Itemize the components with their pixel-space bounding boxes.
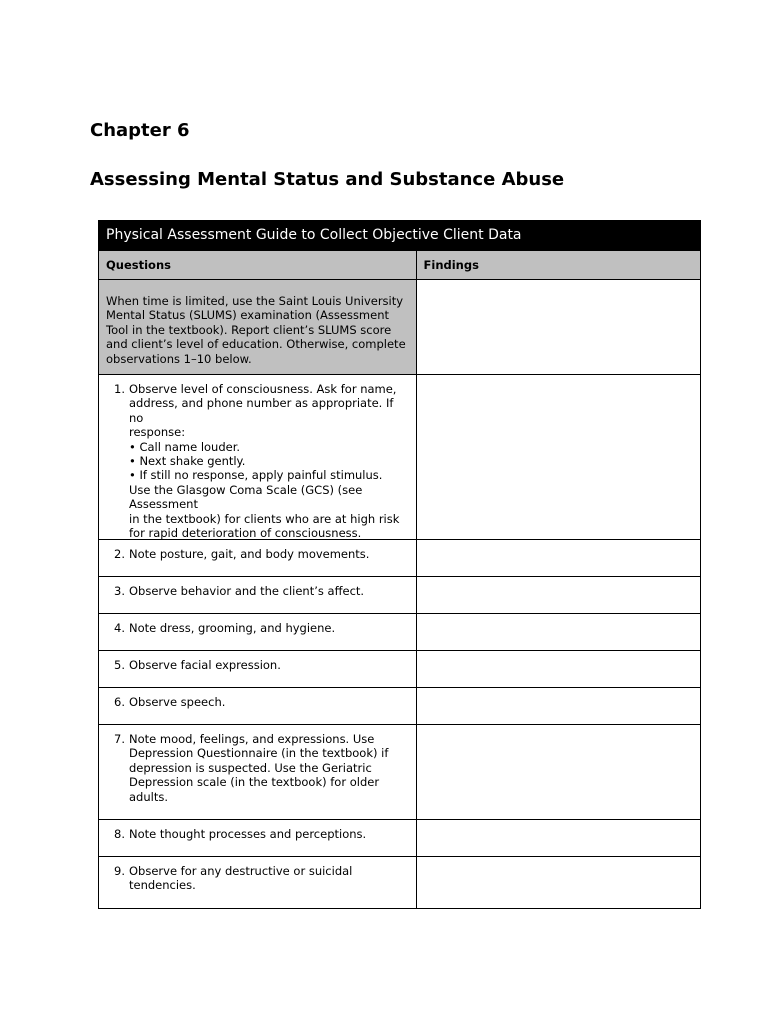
question-line: Use the Glasgow Coma Scale (GCS) (see bbox=[129, 482, 363, 497]
findings-cell[interactable] bbox=[416, 651, 700, 688]
question-line: Observe for any destructive or suicidal bbox=[129, 864, 353, 878]
table-row bbox=[99, 688, 701, 725]
question-item bbox=[99, 827, 409, 849]
table-title-row bbox=[99, 221, 701, 251]
question-line: Observe facial expression. bbox=[129, 658, 281, 672]
question-number: 1. bbox=[114, 382, 125, 396]
question-text bbox=[129, 732, 409, 812]
question-cell bbox=[99, 651, 417, 688]
question-item bbox=[99, 864, 409, 901]
table-row bbox=[99, 857, 701, 909]
question-number: 4. bbox=[114, 621, 125, 635]
table-row bbox=[99, 725, 701, 820]
question-text bbox=[129, 382, 409, 541]
question-text bbox=[129, 621, 409, 643]
question-text bbox=[129, 827, 409, 849]
question-item bbox=[99, 695, 409, 717]
intro-row bbox=[99, 280, 701, 375]
question-text bbox=[129, 695, 409, 717]
questions-column-header: Questions bbox=[99, 251, 417, 280]
findings-cell[interactable] bbox=[416, 577, 700, 614]
question-line: in the textbook) for clients who are at high risk bbox=[129, 511, 400, 526]
question-cell bbox=[99, 577, 417, 614]
findings-cell[interactable] bbox=[416, 857, 700, 909]
question-line: Observe speech. bbox=[129, 695, 226, 709]
question-number: 9. bbox=[114, 864, 125, 878]
question-line: for rapid deterioration of consciousness. bbox=[129, 526, 362, 541]
question-line: Assessment bbox=[129, 497, 198, 512]
question-cell bbox=[99, 820, 417, 857]
question-line: depression is suspected. Use the Geriatric bbox=[129, 760, 372, 775]
table-row bbox=[99, 820, 701, 857]
question-item bbox=[99, 658, 409, 680]
question-cell bbox=[99, 614, 417, 651]
question-line: Observe behavior and the client’s affect. bbox=[129, 584, 365, 598]
question-line: Note posture, gait, and body movements. bbox=[129, 547, 370, 561]
findings-cell[interactable] bbox=[416, 540, 700, 577]
assessment-guide-table bbox=[98, 220, 701, 909]
question-line: response: bbox=[129, 425, 186, 440]
question-text bbox=[129, 547, 409, 569]
question-number: 5. bbox=[114, 658, 125, 672]
question-line: tendencies. bbox=[129, 878, 196, 893]
question-line: Note dress, grooming, and hygiene. bbox=[129, 621, 336, 635]
table-row bbox=[99, 651, 701, 688]
question-line: Note thought processes and perceptions. bbox=[129, 827, 367, 841]
findings-cell[interactable] bbox=[416, 375, 700, 540]
table-row bbox=[99, 540, 701, 577]
findings-cell[interactable] bbox=[416, 688, 700, 725]
table-title: Physical Assessment Guide to Collect Objective Client Data bbox=[99, 221, 701, 251]
question-line: adults. bbox=[129, 789, 168, 804]
question-cell bbox=[99, 857, 417, 909]
question-cell bbox=[99, 688, 417, 725]
question-number: 2. bbox=[114, 547, 125, 561]
question-line: Note mood, feelings, and expressions. Use bbox=[129, 732, 375, 746]
question-text bbox=[129, 658, 409, 680]
findings-cell[interactable] bbox=[416, 614, 700, 651]
question-number: 7. bbox=[114, 732, 125, 746]
findings-cell[interactable] bbox=[416, 820, 700, 857]
findings-column-header: Findings bbox=[416, 251, 700, 280]
chapter-heading: Chapter 6 bbox=[90, 120, 190, 141]
findings-cell[interactable] bbox=[416, 725, 700, 820]
question-number: 8. bbox=[114, 827, 125, 841]
question-line: • If still no response, apply painful stimulus. bbox=[129, 468, 383, 483]
table-row bbox=[99, 614, 701, 651]
question-item bbox=[99, 584, 409, 606]
question-text bbox=[129, 864, 409, 901]
question-number: 3. bbox=[114, 584, 125, 598]
intro-instructions: When time is limited, use the Saint Louis University Mental Status (SLUMS) examination (Assessment Tool in the textbook). Report client’s SLUMS score and client’s level of education. Otherwise, complete observations 1–10 below. bbox=[99, 280, 417, 375]
question-item bbox=[99, 382, 409, 541]
question-line: Observe level of consciousness. Ask for name, bbox=[129, 382, 397, 396]
question-item bbox=[99, 732, 409, 812]
question-text bbox=[129, 584, 409, 606]
table-row bbox=[99, 375, 701, 540]
question-item bbox=[99, 621, 409, 643]
question-cell bbox=[99, 540, 417, 577]
table-row bbox=[99, 577, 701, 614]
findings-cell[interactable] bbox=[416, 280, 700, 375]
question-line: • Call name louder. bbox=[129, 439, 241, 454]
question-line: address, and phone number as appropriate. If no bbox=[129, 396, 394, 425]
question-rows bbox=[99, 375, 701, 909]
question-cell bbox=[99, 725, 417, 820]
page-title: Assessing Mental Status and Substance Abuse bbox=[90, 169, 565, 190]
question-item bbox=[99, 547, 409, 569]
question-line: Depression scale (in the textbook) for older bbox=[129, 775, 380, 790]
question-number: 6. bbox=[114, 695, 125, 709]
question-line: Depression Questionnaire (in the textbook) if bbox=[129, 746, 389, 761]
question-cell bbox=[99, 375, 417, 540]
question-line: • Next shake gently. bbox=[129, 454, 246, 469]
column-header-row bbox=[99, 251, 701, 280]
